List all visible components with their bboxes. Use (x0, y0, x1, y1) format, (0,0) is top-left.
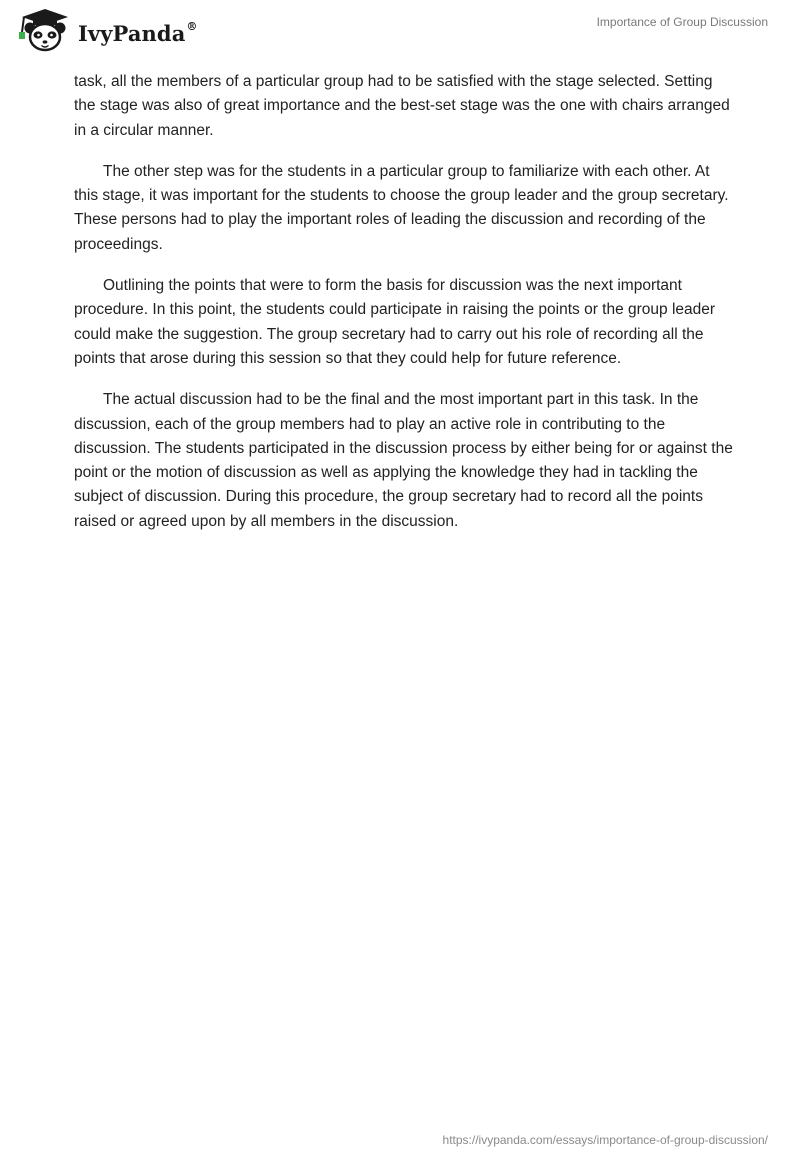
ivypanda-logo[interactable] (14, 8, 198, 54)
essay-body (74, 70, 734, 551)
source-url[interactable]: https://ivypanda.com/essays/importance-of-group-discussion/ (442, 1133, 768, 1147)
brand-text: IvyPanda (78, 20, 186, 46)
paragraph: Outlining the points that were to form the basis for discussion was the next important procedure. In this point, the students could participate in raising the points or the group leader could make the suggestion. The group secretary had to carry out his role of recording all the points that arose during this session so that they could help for future reference. (74, 277, 716, 367)
paragraph: The actual discussion had to be the final and the most important part in this task. In the discussion, each of the group members had to play an active role in contributing to the discussion. The students participated in the discussion process by either being for or against the point or the motion of discussion as well as applying the knowledge they had in tackling the subject of discussion. During this procedure, the group secretary had to record all the points raised or agreed upon by all members in the discussion. (74, 391, 733, 530)
paragraph: task, all the members of a particular group had to be satisfied with the stage selected. Setting the stage was also of great importance and the best-set stage was the one with chairs arranged in a circular manner. (74, 73, 730, 139)
registered-mark: ® (186, 19, 198, 33)
document-title: Importance of Group Discussion (596, 15, 768, 29)
paragraph: The other step was for the students in a particular group to familiarize with each other. At this stage, it was important for the students to choose the group leader and the group secretary. These persons had to play the important roles of leading the discussion and recording of the proceedings. (74, 162, 729, 253)
panda-graduation-cap-icon (14, 8, 72, 54)
brand-name (78, 21, 198, 46)
